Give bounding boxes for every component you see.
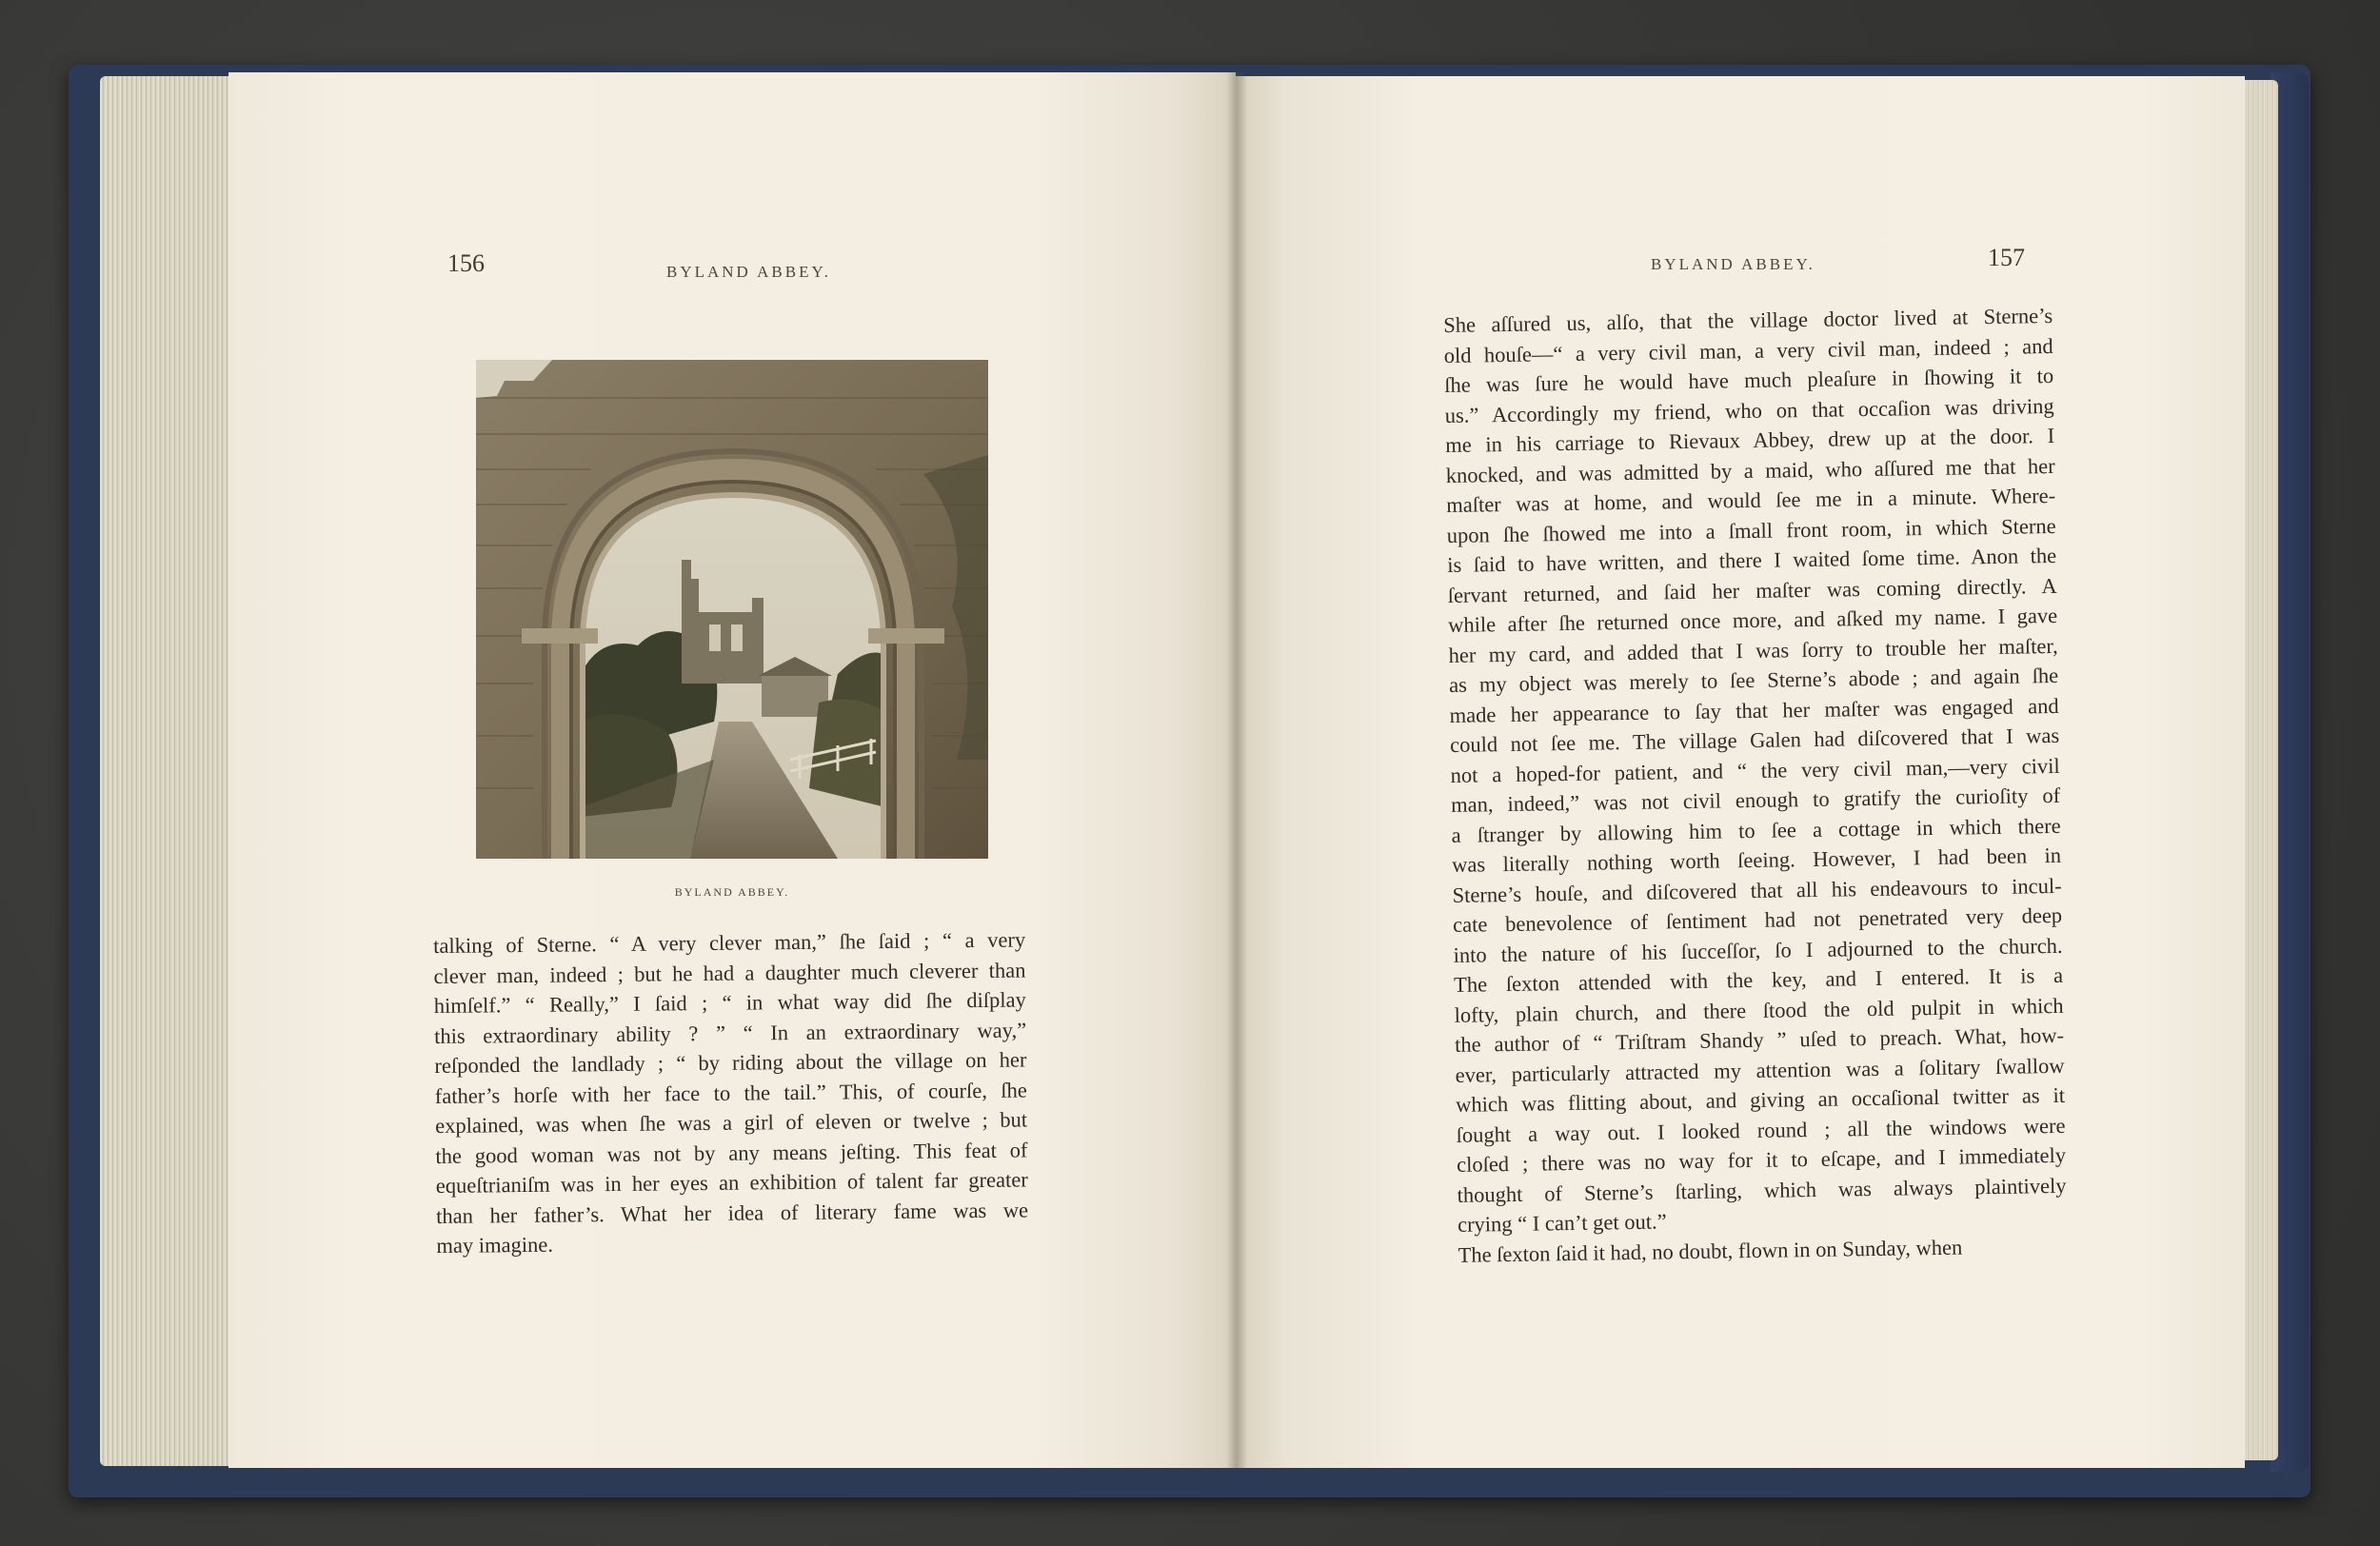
text-line: while after ſhe returned once more, and aſked my name. I gave (1447, 603, 2058, 637)
text-line: ſervant returned, and ſaid her maſter was coming directly. A (1447, 573, 2057, 607)
left-running-head: BYLAND ABBEY. (666, 263, 831, 281)
text-line: this extraordinary ability ? ” “ In an extraordinary way,” (434, 1017, 1027, 1048)
text-line: talking of Sterne. “ A very clever man,” ſhe ſaid ; “ a very (433, 927, 1026, 958)
text-line: father’s horſe with her face to the tail.” This, of courſe, ſhe (434, 1077, 1027, 1108)
text-line: her my card, and added that I was ſorry to trouble her maſter, (1448, 633, 2058, 667)
text-line: than her father’s. What her idea of literary fame was we (436, 1197, 1029, 1228)
text-line: the author of “ Triſtram Shandy ” uſed to preach. What, how- (1454, 1022, 2065, 1057)
text-line: made her appearance to ſay that her maſter was engaged and (1449, 693, 2059, 727)
text-line: man, indeed,” was not civil enough to gratify the curioſity of (1450, 783, 2061, 817)
right-page-body (1443, 301, 2068, 1270)
text-line: crying “ I can’t get out.” (1457, 1209, 1667, 1237)
text-line: ſhe was ſure he would have much pleaſure in ſhowing it to (1444, 363, 2054, 397)
text-line: explained, was when ſhe was a girl of eleven or twelve ; but (435, 1107, 1028, 1138)
text-line: into the nature of his ſucceſſor, ſo I adjourned to the church. (1453, 933, 2063, 967)
text-line: reſponded the landlady ; “ by riding about the village on her (434, 1047, 1027, 1078)
text-line: ever, particularly attracted my attention was a ſolitary ſwallow (1455, 1053, 2065, 1087)
text-line: the good woman was not by any means jeſting. This feat of (435, 1137, 1028, 1168)
plate-caption: BYLAND ABBEY. (674, 885, 790, 899)
text-line: The ſexton attended with the key, and I entered. It is a (1453, 962, 2064, 997)
text-line: upon ſhe ſhowed me into a ſmall front room, in which Sterne (1446, 513, 2056, 547)
text-line: She aſſured us, alſo, that the village doctor lived at Sterne’s (1443, 303, 2053, 337)
text-line: which was flitting about, and giving an occaſional twitter as it (1455, 1082, 2066, 1117)
text-line: cloſed ; there was no way for it to eſcape, and I immediately (1456, 1142, 2067, 1177)
text-line: cate benevolence of ſentiment had not penetrated very deep (1452, 902, 2063, 937)
text-line: old houſe—“ a very civil man, a very civil man, indeed ; and (1443, 333, 2053, 367)
text-line: a ſtranger by allowing him to ſee a cottage in which there (1451, 813, 2061, 847)
page-edges-left (100, 76, 233, 1466)
left-page-body (433, 924, 1029, 1260)
text-line: thought of Sterne’s ſtarling, which was always plaintively (1457, 1173, 2067, 1207)
text-line: equeſtrianiſm was in her eyes an exhibition of talent far greater (435, 1167, 1028, 1198)
text-line: clever man, indeed ; but he had a daughter much cleverer than (433, 957, 1026, 988)
text-line: himſelf.” “ Really,” I ſaid ; “ in what way did ſhe diſplay (433, 987, 1026, 1018)
text-line: The ſexton ſaid it had, no doubt, flown in on Sunday, when (1458, 1235, 1963, 1267)
text-line: may imagine. (436, 1232, 554, 1258)
text-line: knocked, and was admitted by a maid, who aſſured me that her (1445, 453, 2055, 487)
abbey-photograph (476, 360, 988, 859)
text-line: ſought a way out. I looked round ; all the windows were (1456, 1113, 2066, 1147)
text-line: Sterne’s houſe, and diſcovered that all his endeavours to incul- (1452, 873, 2062, 907)
right-running-head: BYLAND ABBEY. (1651, 255, 1815, 273)
text-line: maſter was at home, and would ſee me in a minute. Where- (1446, 483, 2056, 517)
text-line: as my object was merely to ſee Sterne’s abode ; and again ſhe (1448, 663, 2059, 697)
text-line: is ſaid to have written, and there I waited ſome time. Anon the (1447, 543, 2057, 577)
text-line: me in his carriage to Rievaux Abbey, drew up at the door. I (1445, 423, 2055, 457)
text-line: could not ſee me. The village Galen had diſcovered that I was (1449, 723, 2060, 757)
text-line: us.” Accordingly my friend, who on that occaſion was driving (1444, 393, 2054, 427)
left-page-number: 156 (447, 249, 485, 277)
text-line: not a hoped-for patient, and “ the very civil man,—very civil (1450, 753, 2060, 787)
text-line: was literally nothing worth ſeeing. However, I had been in (1451, 842, 2062, 877)
text-line: lofty, plain church, and there ſtood the old pulpit in which (1454, 993, 2064, 1027)
right-page-number: 157 (1988, 244, 2025, 271)
book-gutter (1226, 72, 1247, 1468)
